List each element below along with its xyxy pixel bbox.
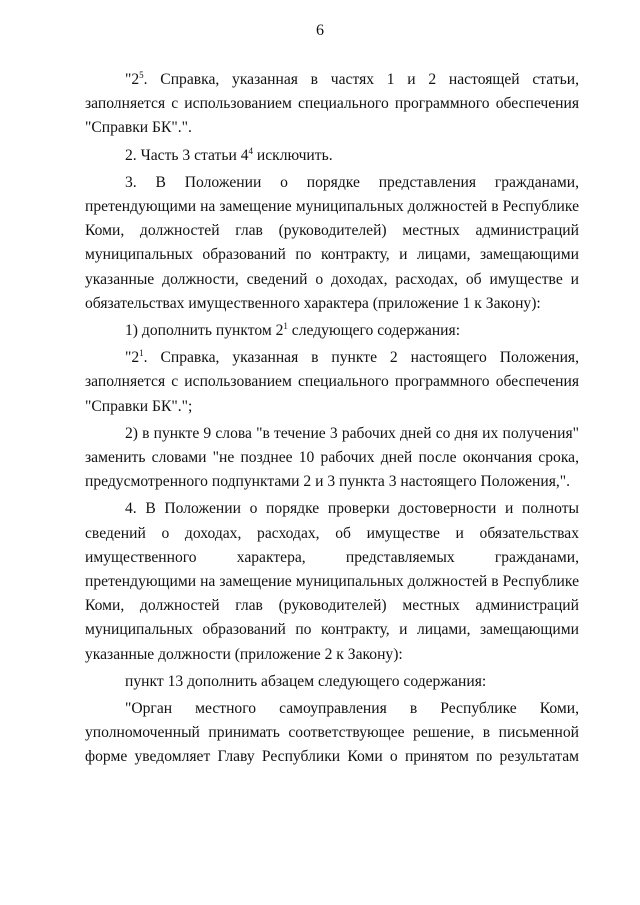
paragraph-item-4: 4. В Положении о порядке проверки достоверности и полноты сведений о доходах, расходах, об имуществе и обязательствах имущественного характера, представляемых гражданами, претендующими на замещение муниципальных должностей в Республике Коми, должностей глав (руководителей) местных администраций муниципальных образований по контракту, и лицами, замещающими указанные должности (приложение 2 к Закону):: [85, 500, 579, 663]
paragraph-subitem-1: [85, 319, 579, 343]
superscript: 1: [139, 348, 144, 359]
paragraph-text: исключить.: [253, 146, 333, 164]
superscript: 5: [139, 69, 144, 80]
superscript: 1: [283, 320, 288, 331]
paragraph-text: 2. Часть 3 статьи 4: [125, 146, 249, 164]
page-number: 6: [316, 22, 324, 39]
paragraph-text: 1) дополнить пунктом 2: [125, 322, 284, 340]
paragraph-text: . Справка, указанная в частях 1 и 2 настоящей статьи, заполняется с использованием специального программного обеспечения "Справки БК".".: [85, 71, 579, 137]
paragraph-text: "2: [125, 349, 140, 367]
paragraph-quoted-organ: "Орган местного самоуправления в Республике Коми, уполномоченный принимать соответствующее решение, в письменной форме уведомляет Главу Республики Коми о принятом по результатам: [85, 700, 579, 766]
superscript: 4: [248, 145, 254, 156]
paragraph-text: следующего содержания:: [287, 322, 461, 340]
paragraph-item-3: 3. В Положении о порядке представления гражданами, претендующими на замещение муниципальных должностей в Республике Коми, должностей глав (руководителей) местных администраций муниципальных образований по контракту, и лицами, замещающими указанные должности, сведений о доходах, расходах, об имуществе и обязательствах имущественного характера (приложение 1 к Закону):: [85, 173, 579, 312]
paragraph-2-5: [85, 68, 579, 141]
paragraph-subitem-2: 2) в пункте 9 слова "в течение 3 рабочих дней со дня их получения" заменить словами "не позднее 10 рабочих дней после окончания срока, предусмотренного подпунктами 2 и 3 пункта 3 настоящего Положения,".: [85, 424, 579, 491]
paragraph-point-13: пункт 13 дополнить абзацем следующего содержания:: [125, 672, 487, 690]
document-body: [85, 68, 579, 770]
paragraph-text: "2: [125, 71, 140, 88]
paragraph-text: . Справка, указанная в пункте 2 настоящего Положения, заполняется с использованием специального программного обеспечения "Справки БК".";: [85, 349, 579, 415]
paragraph-2-1: [85, 346, 579, 419]
paragraph-part-3-article-4-4: [85, 144, 579, 168]
